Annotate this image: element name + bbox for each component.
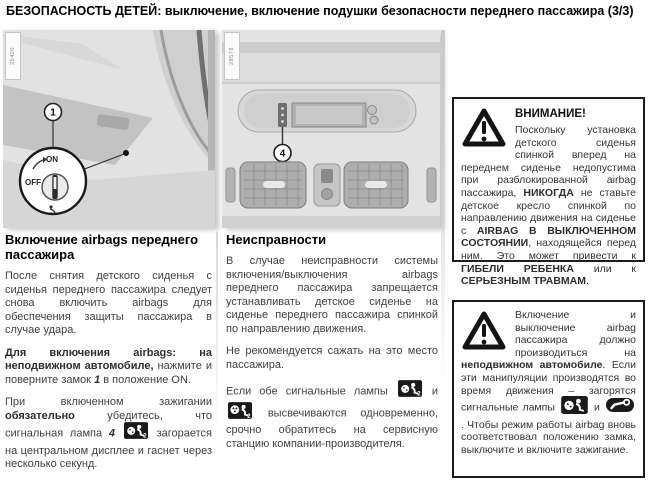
callout-4-number: 4	[279, 148, 286, 160]
section-enable-airbags	[5, 232, 212, 481]
lock-callout	[20, 148, 86, 214]
paragraph: При включенном зажигании обязательно убедитесь, что сигнальная лампа 4 2 загорается на центральном дисплее и гаснет через несколько секунд.	[5, 396, 212, 470]
section-heading: Включение airbags переднего пассажира	[5, 232, 199, 262]
figure-ref-left: 25420	[5, 32, 21, 80]
lock-on-label: ON	[46, 155, 58, 164]
lock-location-dot	[123, 150, 129, 156]
warning-triangle-icon	[461, 310, 507, 352]
column-divider-right	[441, 30, 445, 390]
airbag-lock-illustration	[3, 30, 215, 228]
warning-title: ВНИМАНИЕ!	[515, 108, 586, 120]
airbag-warning-lamp-icon	[398, 380, 422, 402]
callout-1-number: 1	[50, 107, 56, 119]
figure-airbag-lock	[3, 30, 215, 228]
svg-text:2: 2	[417, 391, 421, 397]
svg-text:2: 2	[142, 433, 147, 439]
airbag-off-lamp-icon	[124, 422, 148, 444]
service-wrench-lamp-icon	[606, 398, 634, 416]
warning-box-stationary	[452, 300, 645, 478]
column-divider-middle	[216, 232, 218, 437]
paragraph: В случае неисправности системы включения/выключения airbags переднего пассажира запрещается устанавливать детское сиденье на сиденье переднего пассажира спинкой по направлению движения.	[226, 255, 438, 335]
warning-box-attention	[452, 97, 645, 288]
center-display-illustration	[222, 30, 440, 228]
svg-text:2: 2	[247, 413, 251, 419]
figure-center-display	[222, 30, 440, 228]
left-air-vent	[240, 162, 306, 208]
section-malfunctions	[226, 232, 438, 460]
vent-control-cluster	[314, 164, 340, 206]
paragraph: После снятия детского сиденья с сиденья переднего пассажира следует снова включить airbags для обеспечения защиты пассажира в случае удара.	[5, 270, 212, 336]
warning-text: Включение и выключение airbag пассажира должно производиться на неподвижном автомобиле. Если эти манипуляции производятся во время движения – загорятся сигнальные лампы и . Чтобы режим работы airbag вновь соответствовал положению замка, выключите и включите зажигание.	[461, 309, 636, 456]
airbag-off-lamp-icon	[228, 402, 252, 424]
paragraph: Не рекомендуется сажать на это место пассажира.	[226, 345, 438, 371]
right-air-vent	[344, 162, 408, 208]
lock-off-label: OFF	[25, 178, 41, 187]
section-heading: Неисправности	[226, 232, 327, 247]
page-title: БЕЗОПАСНОСТЬ ДЕТЕЙ: выключение, включение подушки безопасности переднего пассажира (3/3)	[6, 4, 634, 18]
figure-ref-middle: 28578	[224, 32, 240, 80]
airbag-warning-lamp-icon	[561, 396, 588, 418]
paragraph: Для включения airbags: на неподвижном автомобиле, нажмите и поверните замок 1 в положение ON.	[5, 346, 212, 386]
warning-text: Поскольку установка детского сиденья спинкой вперед на переднем сиденье недопустима при разблокированной airbag пассажира, НИКОГДА не ставьте детское кресло спинкой по направлению движения на сиденье с AIRBAG В ВЫКЛЮЧЕННОМ СОСТОЯНИИ, находящейся перед ним. Это может привести к ГИБЕЛИ РЕБЕНКА или к СЕРЬЕЗНЫМ ТРАВМАМ.	[461, 124, 636, 288]
paragraph: Если обе сигнальные лампы 2 и 2 высвечиваются одновременно, срочно обратитесь на сервисную станцию компании-производителя.	[226, 381, 438, 451]
warning-triangle-icon	[461, 107, 507, 149]
